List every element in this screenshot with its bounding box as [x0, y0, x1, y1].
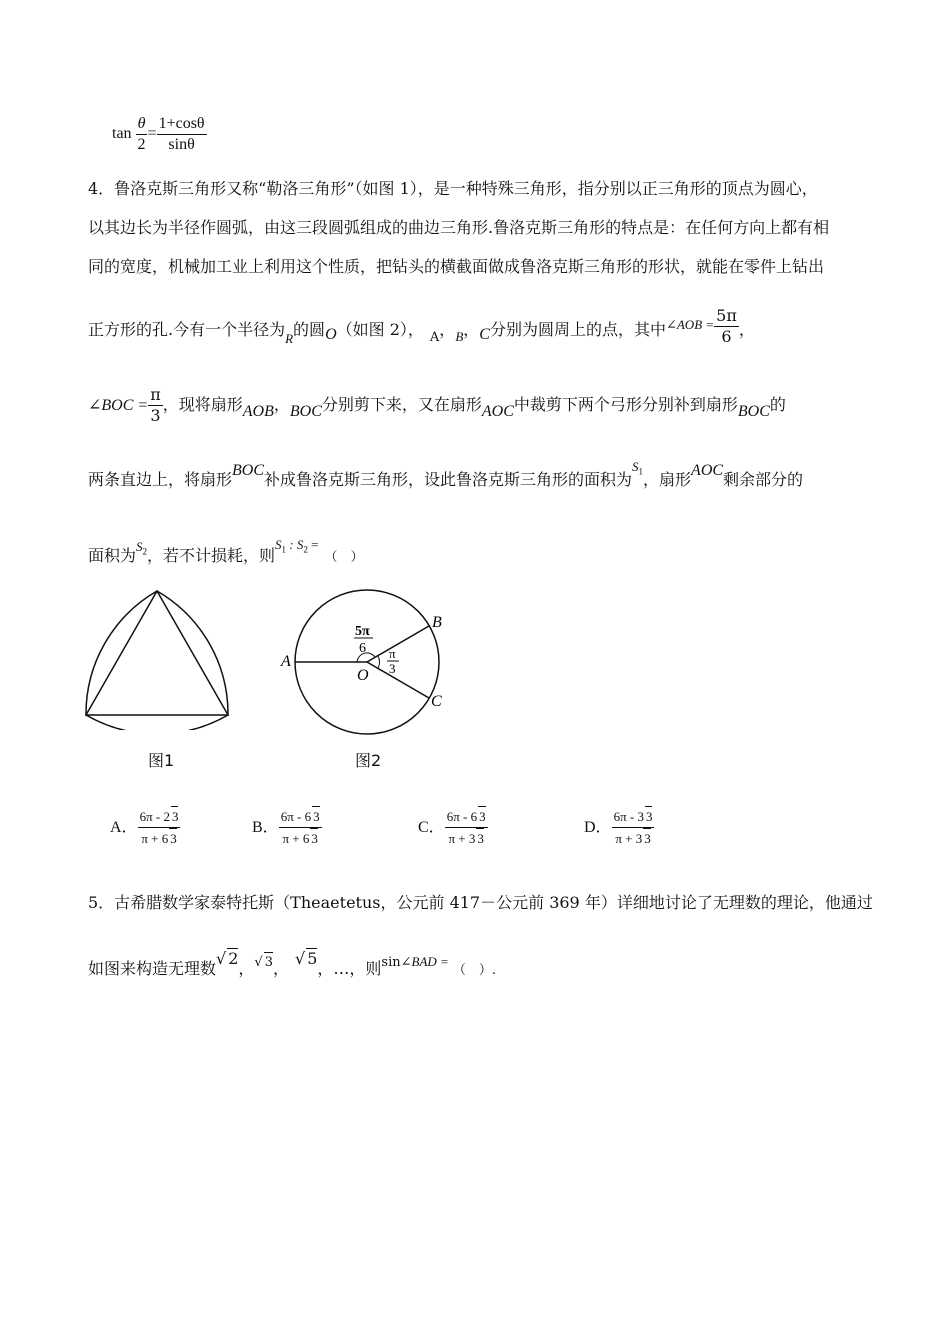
label-o: O — [357, 667, 369, 684]
label-b: B — [432, 614, 442, 631]
figure-1-caption: 图1 — [148, 751, 175, 770]
q4-line-6: 两条直边上，将扇形BOC补成鲁洛克斯三角形，设此鲁洛克斯三角形的面积为$^{S_1}$，扇形AOC剩余部分的 — [88, 459, 804, 489]
half-angle-fraction: $\frac{\theta}{2}$ — [137, 115, 146, 153]
q4-line-4: 正方形的孔.今有一个半径为$_R$的圆O（如图 2）， $_A$，$_B$，C分别为圆周上的点，其中$^{\angle AOB =}$ $\frac{5\pi}{6}$ ， — [88, 306, 755, 346]
q5-line-2: 如图来构造无理数√ 2，$^{√ 3}$，√ 5，…，则$^{sin\angle BAD =}$（ ）. — [88, 949, 496, 978]
option-b[interactable]: B． $\frac{6\pi - 6 3}{\pi + 6 3}$ — [252, 806, 322, 849]
option-d[interactable]: D． $\frac{6\pi - 3 3}{\pi + 3 3}$ — [584, 806, 654, 849]
angle-boc-den: 3 — [389, 661, 396, 676]
angle-arc-boc — [378, 656, 379, 668]
figure-2-caption: 图2 — [355, 751, 382, 770]
arc-bottom — [86, 715, 228, 730]
q4-line-7: 面积为$^{S_2}$，若不计损耗，则$^{S_1 : S_2 =}$（ ） — [88, 537, 364, 565]
figure-1-reuleaux — [80, 585, 240, 730]
q4-line-3: 同的宽度，机械加工业上利用这个性质，把钻头的横截面做成鲁洛克斯三角形的形状，就能在零件上钻出 — [88, 257, 825, 276]
formula-top: tan $\frac{\theta}{2}$ = $\frac{1+\cos\theta}{\sin\theta}$ — [112, 115, 205, 153]
q4-line-2: 以其边长为半径作圆弧，由这三段圆弧组成的曲边三角形.鲁洛克斯三角形的特点是：在任何方向上都有相 — [88, 218, 830, 237]
boc-fraction: $\frac{\pi}{3}$ — [150, 385, 161, 425]
q4-line-5: ∠BOC = $\frac{\pi}{3}$ ，现将扇形AOB，BOC分别剪下来，又在扇形AOC中裁剪下两个弓形分别补到扇形BOC的 — [88, 385, 786, 425]
option-c[interactable]: C． $\frac{6\pi - 6 3}{\pi + 3 3}$ — [418, 806, 488, 849]
figure-2-circle — [275, 585, 460, 745]
label-a: A — [281, 653, 291, 670]
label-c: C — [431, 693, 442, 710]
option-a[interactable]: A． $\frac{6\pi - 2 3}{\pi + 6 3}$ — [110, 806, 180, 849]
rhs-fraction: $\frac{1+\cos\theta}{\sin\theta}$ — [158, 115, 205, 153]
q5-line-1: 5．古希腊数学家泰特托斯（Theaetetus，公元前 417－公元前 369 年）详细地讨论了无理数的理论，他通过 — [88, 893, 873, 912]
q4-line-1: 4．鲁洛克斯三角形又称“勒洛三角形”（如图 1），是一种特殊三角形，指分别以正三角形的顶点为圆心， — [88, 179, 818, 198]
equilateral-triangle — [86, 591, 228, 715]
radius-oc — [367, 662, 429, 698]
angle-aob-num: 5π — [355, 624, 370, 639]
aob-fraction: $\frac{5\pi}{6}$ — [716, 306, 737, 346]
angle-boc-num: π — [389, 646, 396, 661]
radius-ob — [367, 626, 429, 662]
angle-aob-den: 6 — [359, 641, 366, 656]
tan-func: tan — [112, 125, 132, 143]
